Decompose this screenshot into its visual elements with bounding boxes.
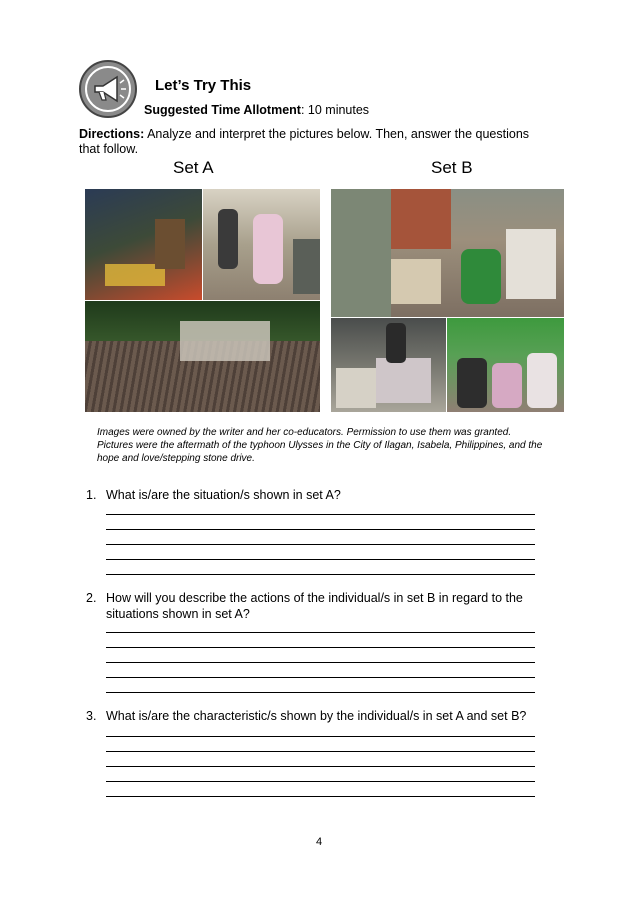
answer-line[interactable]	[106, 751, 535, 752]
answer-line[interactable]	[106, 647, 535, 648]
answer-line[interactable]	[106, 662, 535, 663]
answer-line[interactable]	[106, 559, 535, 560]
set-a-photo-flooded-room	[85, 189, 202, 300]
directions-text: Analyze and interpret the pictures below. Then, answer the questions that follow.	[79, 127, 530, 156]
directions-label: Directions:	[79, 127, 145, 141]
set-a-photo-people-in-flood	[203, 189, 320, 300]
question-text: What is/are the characteristic/s shown by the individual/s in set A and set B?	[106, 709, 527, 723]
set-a-label: Set A	[173, 158, 214, 177]
section-title: Let’s Try This	[155, 77, 252, 94]
answer-line[interactable]	[106, 632, 535, 633]
answer-line[interactable]	[106, 766, 535, 767]
question-text: What is/are the situation/s shown in set A?	[106, 488, 341, 502]
image-caption: Images were owned by the writer and her co-educators. Permission to use them was granted. Pictures were the aftermath of the typhoon Ulysses in the City of Ilagan, Isabela, Philippines, and the hope and love/stepping stone drive.	[97, 427, 543, 464]
set-b-photo-volunteers-boxes	[331, 318, 446, 412]
answer-line[interactable]	[106, 736, 535, 737]
set-a-photo-roof-belongings	[85, 301, 320, 412]
answer-line[interactable]	[106, 529, 535, 530]
set-b-label: Set B	[431, 158, 473, 177]
answer-line[interactable]	[106, 677, 535, 678]
set-b-photo-group-sorting	[447, 318, 564, 412]
allotment-value: : 10 minutes	[300, 103, 370, 117]
answer-line[interactable]	[106, 514, 535, 515]
page-number: 4	[315, 836, 323, 848]
answer-line[interactable]	[106, 781, 535, 782]
directions	[79, 127, 549, 157]
time-allotment	[144, 103, 369, 117]
answer-line[interactable]	[106, 692, 535, 693]
answer-line[interactable]	[106, 544, 535, 545]
answer-line[interactable]	[106, 574, 535, 575]
answer-line[interactable]	[106, 796, 535, 797]
question-number: 2.	[86, 591, 97, 605]
question-number: 3.	[86, 709, 97, 723]
megaphone-icon	[79, 60, 137, 118]
question-number: 1.	[86, 488, 97, 502]
question-text: How will you describe the actions of the individual/s in set B in regard to the situations shown in set A?	[106, 591, 523, 621]
set-b-photo-relief-packing	[331, 189, 564, 317]
allotment-label: Suggested Time Allotment	[144, 103, 301, 117]
